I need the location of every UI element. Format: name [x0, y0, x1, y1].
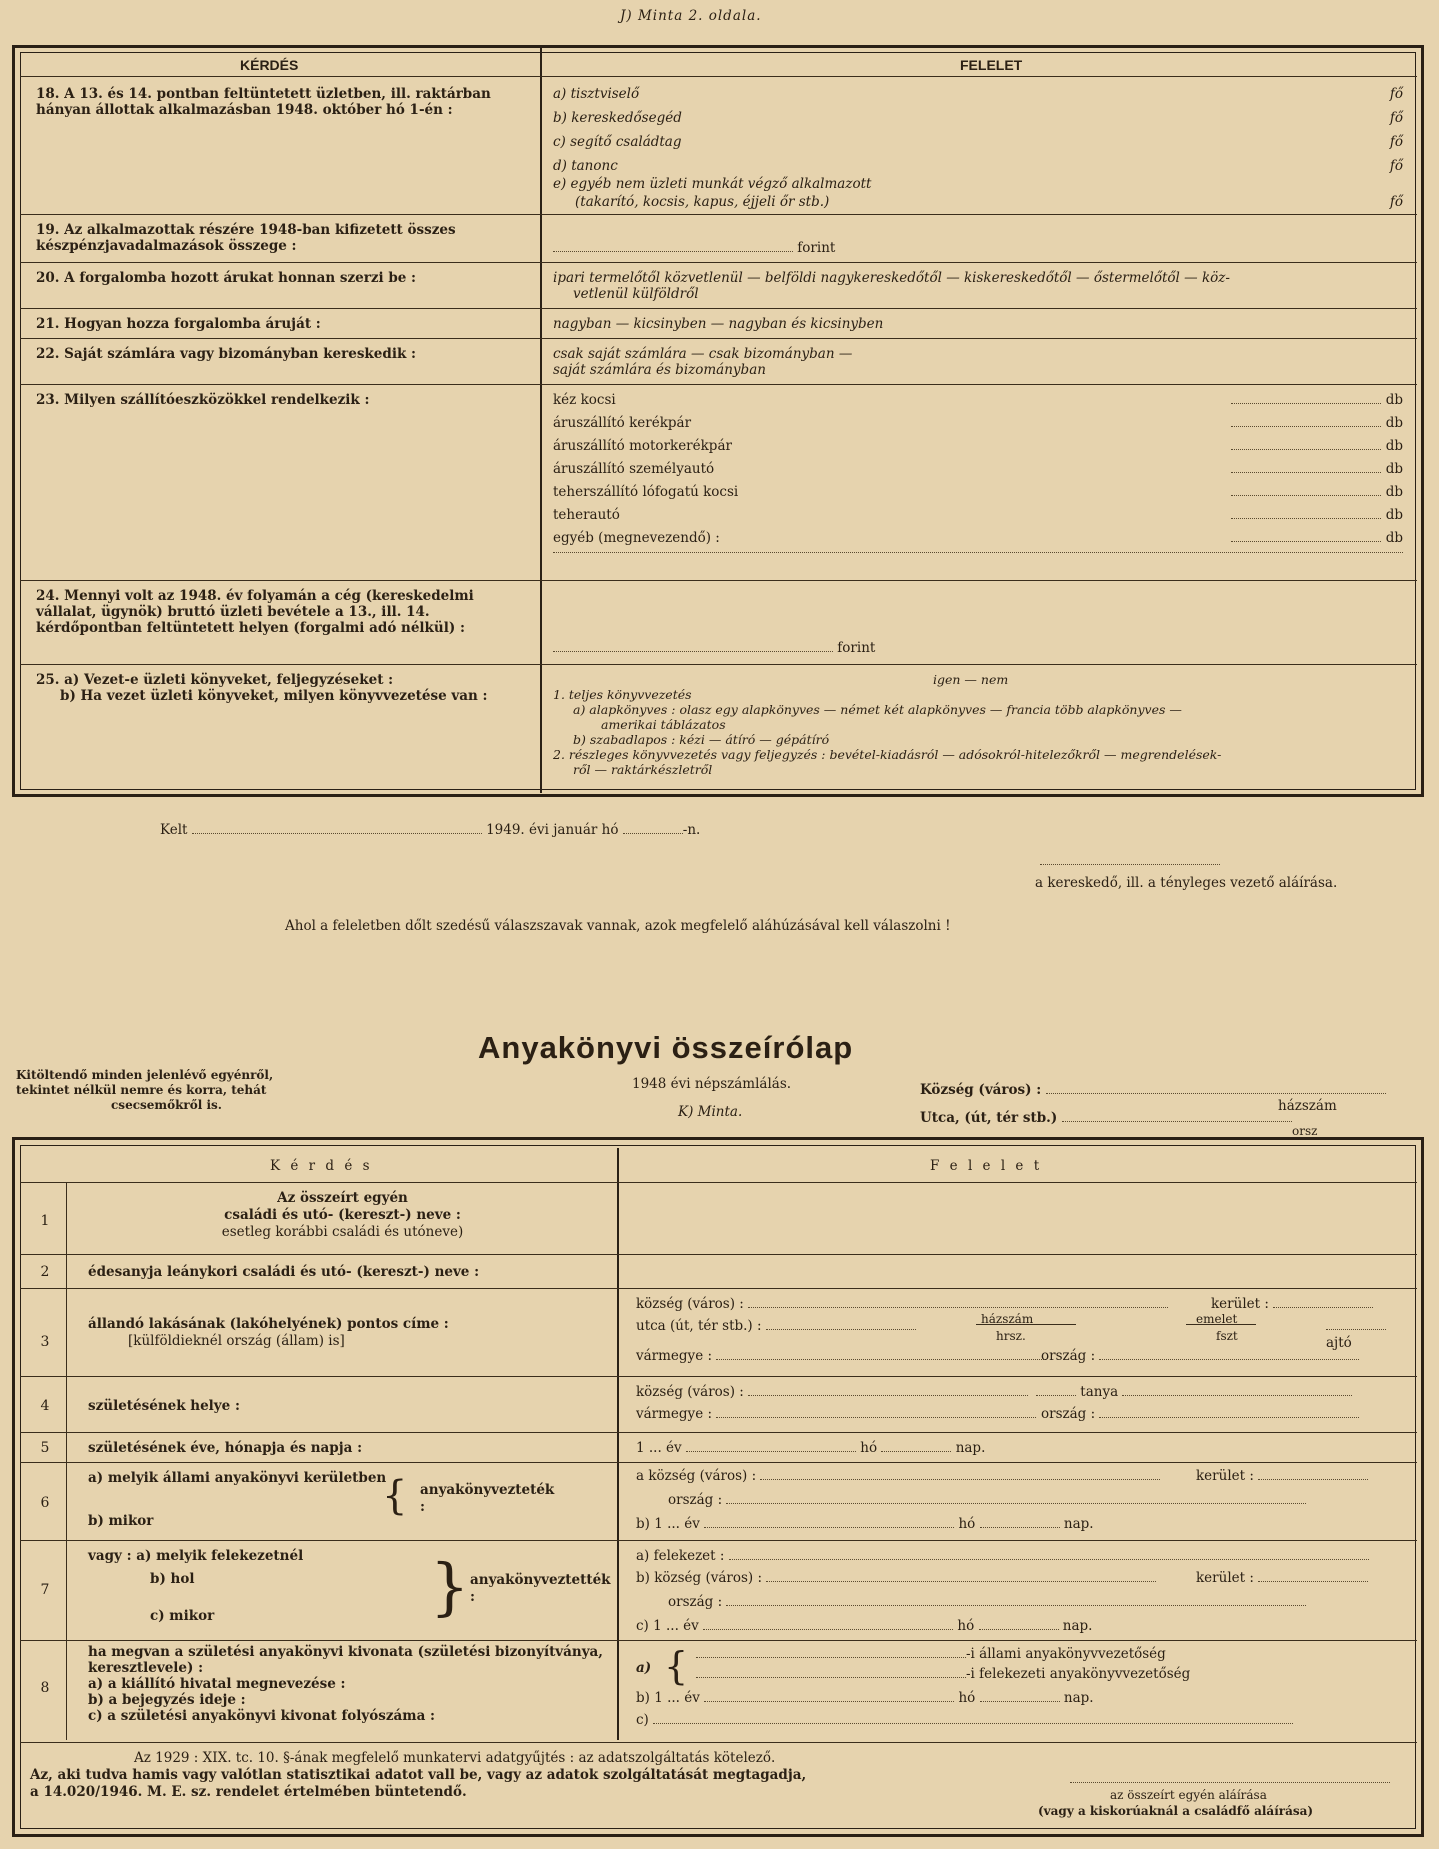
col-header-answer: F e l e l e t — [930, 1158, 1043, 1174]
page-header-note: J) Minta 2. oldala. — [620, 8, 762, 24]
answer-25: igen — nem 1. teljes könyvvezetés a) alapkönyves : olasz egy alapkönyves — német két alapkönyves — francia több alapkönyves — amerikai táblázatos b) szabadlapos : kézi — átíró — gépátíró 2. részleges könyvvezetés vagy feljegyzés : bevétel-kiadásról — adósokról-hitelezőkről — megrendelések- ről — raktárkészletről — [553, 672, 1222, 777]
b-question-3: állandó lakásának (lakóhelyének) pontos címe : [külföldieknél ország (állam) is] — [88, 1316, 449, 1349]
question-18: 18. A 13. és 14. pontban feltüntetett üzletben, ill. raktárban hányan állottak alkalmazásban 1948. október hó 1-én : — [36, 86, 491, 118]
col-header-question: K é r d é s — [270, 1158, 373, 1174]
row-num-4: 4 — [40, 1398, 50, 1414]
b-question-1: Az összeírt egyén családi és utó- (kereszt-) neve : esetleg korábbi családi és utóneve) — [221, 1190, 464, 1240]
signature-label: a kereskedő, ill. a tényleges vezető aláírása. — [1035, 875, 1338, 891]
signature-2: (vagy a kiskorúaknál a családfő aláírása) — [1038, 1804, 1314, 1818]
row-num-5: 5 — [40, 1440, 50, 1456]
question-19: 19. Az alkalmazottak részére 1948-ban kifizetett összes készpénzjavadalmazások összege : — [36, 222, 456, 254]
row-num-2: 2 — [40, 1264, 50, 1280]
row-num-8: 8 — [40, 1680, 50, 1696]
answer-19: forint — [553, 240, 835, 256]
answer-23: kéz kocsi db áruszállító kerékpár db áruszállító motorkerékpár db áruszállító személyautó db teherszállító lófogatú kocsi db teherautó db egyéb (megnevezendő) : db — [553, 392, 1403, 562]
b-question-8: ha megvan a születési anyakönyvi kivonata (születési bizonyítványa, keresztlevele) : a) a kiállító hivatal megnevezése : b) a bejegyzés ideje : c) a születési anyakönyvi kivonat folyószáma : — [88, 1644, 604, 1724]
answer-21: nagyban — kicsinyben — nagyban és kicsinyben — [553, 316, 884, 332]
hazszam-label: házszám — [1278, 1098, 1337, 1114]
legal-footer: Az 1929 : XIX. tc. 10. §-ának megfelelő munkatervi adatgyűjtés : az adatszolgáltatás kötelező. Az, aki tudva hamis vagy valótlan statisztikai adatot vall be, vagy az adatok szolgáltatását megtagadja, a 14.020/1946. M. E. sz. rendelet értelmében büntetendő. — [30, 1750, 807, 1800]
row-num-7: 7 — [40, 1582, 50, 1598]
b-question-6: a) melyik állami anyakönyvi kerületben b) mikor — [88, 1470, 387, 1529]
b-question-4: születésének helye : — [88, 1398, 240, 1414]
fill-note: Kitöltendő minden jelenlévő egyénről, tekintet nélkül nemre és korra, tehát csecsemőkről is. — [16, 1068, 274, 1112]
b-answer-7: a) felekezet : b) község (város) : kerület : ország : c) 1 ... év hó nap. — [636, 1548, 1406, 1628]
answer-24: forint — [553, 640, 875, 656]
column-header-question: KÉRDÉS — [240, 57, 299, 73]
underline-note: Ahol a feleletben dőlt szedésű válaszszavak vannak, azok megfelelő aláhúzásával kell válaszolni ! — [285, 918, 951, 934]
question-21: 21. Hogyan hozza forgalomba áruját : — [36, 316, 321, 332]
orsz-label: orsz — [1292, 1124, 1318, 1138]
dated-line: Kelt 1949. évi január hó -n. — [160, 822, 701, 838]
answer-22: csak saját számlára — csak bizományban — saját számlára és bizományban — [553, 346, 853, 378]
answer-18: a) tisztviselő fő b) kereskedősegéd fő c) segítő családtag fő d) tanonc fő e) egyéb nem üzleti munkát végző alkalmazott (takarító, kocsis, kapus, éjjeli őr stb.) fő — [553, 86, 1403, 210]
row-num-1: 1 — [40, 1213, 50, 1229]
answer-20: ipari termelőtől közvetlenül — belföldi nagykereskedőtől — kiskereskedőtől — őstermelőtől — köz- vetlenül külföldről — [553, 270, 1230, 302]
b-question-7: vagy : a) melyik felekezetnél b) hol c) mikor — [88, 1548, 304, 1624]
sample-label: K) Minta. — [678, 1104, 743, 1120]
b-question-2: édesanyja leánykori családi és utó- (kereszt-) neve : — [88, 1264, 480, 1280]
form-title: Anyakönyvi összeírólap — [478, 1030, 854, 1065]
row-num-3: 3 — [40, 1334, 50, 1350]
kozseg-label: Község (város) : — [920, 1082, 1386, 1098]
b-question-7-suffix: anyakönyveztették : — [470, 1572, 611, 1605]
column-divider — [540, 48, 542, 793]
b-answer-8: a) { -i állami anyakönyvvezetőség -i felekezeti anyakönyvvezetőség b) 1 ... év hó nap. c) — [636, 1646, 1406, 1736]
question-20: 20. A forgalomba hozott árukat honnan szerzi be : — [36, 270, 417, 286]
signature-1: az összeírt egyén aláírása — [1110, 1788, 1267, 1802]
census-label: 1948 évi népszámlálás. — [632, 1076, 792, 1092]
question-25: 25. a) Vezet-e üzleti könyveket, feljegyzéseket : b) Ha vezet üzleti könyveket, milyen könyvvezetése van : — [36, 672, 488, 704]
b-answer-4: község (város) : tanya vármegye : ország : — [636, 1384, 1406, 1428]
question-23: 23. Milyen szállítóeszközökkel rendelkezik : — [36, 392, 370, 408]
b-answer-5: 1 ... év hó nap. — [636, 1440, 986, 1456]
row-num-6: 6 — [40, 1495, 50, 1511]
question-24: 24. Mennyi volt az 1948. év folyamán a cég (kereskedelmi vállalat, ügynök) bruttó üzleti bevétele a 13., ill. 14. kérdőpontban feltüntetett helyen (forgalmi adó nélkül) : — [36, 588, 474, 636]
b-question-5: születésének éve, hónapja és napja : — [88, 1440, 363, 1456]
question-22: 22. Saját számlára vagy bizományban kereskedik : — [36, 346, 416, 362]
column-header-answer: FELELET — [960, 57, 1023, 73]
b-answer-3: község (város) : kerület : utca (út, tér stb.) : házszám emelet ajtó hrsz. fszt vármegye : ország : — [636, 1296, 1406, 1376]
b-question-6-suffix: anyakönyvezteték : — [420, 1482, 555, 1515]
b-answer-6: a község (város) : kerület : ország : b) 1 ... év hó nap. — [636, 1468, 1406, 1538]
utca-label: Utca, (út, tér stb.) — [920, 1110, 1292, 1126]
